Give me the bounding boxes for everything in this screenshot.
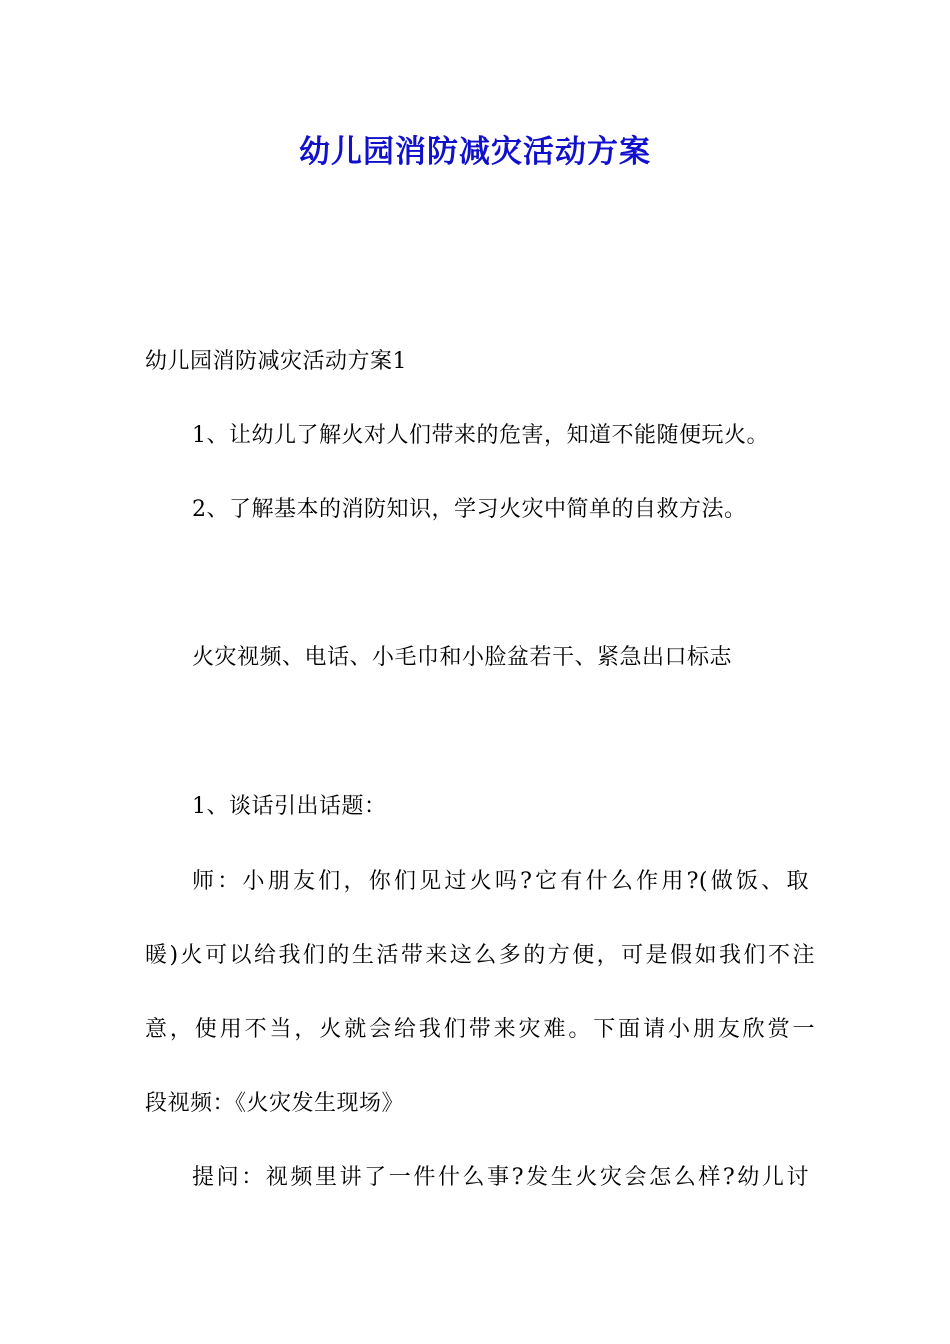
teacher-line-3: 意，使用不当，火就会给我们带来灾难。下面请小朋友欣赏一 — [145, 1017, 815, 1042]
materials-line: 火灾视频、电话、小毛巾和小脸盆若干、紧急出口标志 — [192, 645, 733, 670]
teacher-line-4: 段视频：《火灾发生现场》 — [145, 1091, 405, 1116]
process-step-1: 1、谈话引出话题： — [192, 794, 387, 819]
teacher-line-1: 师：小朋友们，你们见过火吗?它有什么作用?(做饭、取 — [192, 869, 809, 894]
goal-item-2: 2、了解基本的消防知识，学习火灾中简单的自救方法。 — [192, 497, 747, 522]
goal-item-1: 1、让幼儿了解火对人们带来的危害，知道不能随便玩火。 — [192, 423, 769, 448]
document-title: 幼儿园消防减灾活动方案 — [299, 134, 651, 170]
question-line: 提问：视频里讲了一件什么事?发生火灾会怎么样?幼儿讨 — [192, 1165, 809, 1190]
teacher-line-2: 暖)火可以给我们的生活带来这么多的方便，可是假如我们不注 — [145, 943, 815, 968]
section-heading: 幼儿园消防减灾活动方案1 — [145, 349, 407, 374]
